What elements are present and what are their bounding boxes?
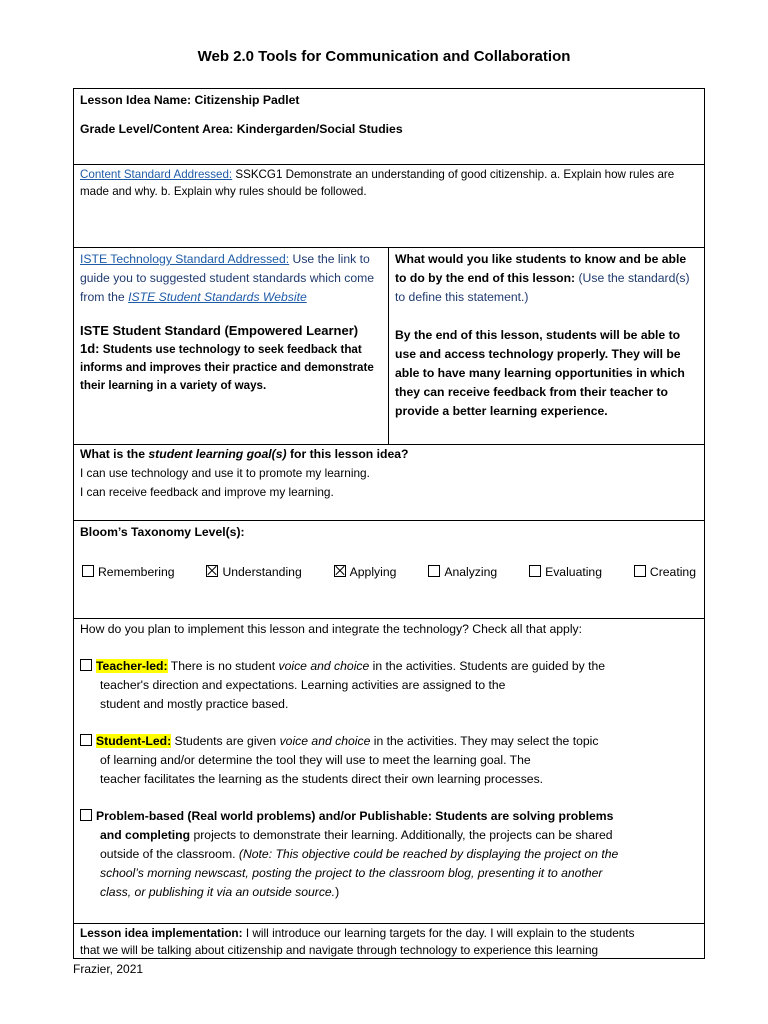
goal-question <box>74 445 704 464</box>
bloom-evaluating[interactable] <box>529 563 602 582</box>
content-standard-row <box>74 165 704 248</box>
bloom-option-label: Creating <box>649 565 696 579</box>
pb-text-2: projects to demonstrate their learning. Additionally, the projects can be shared <box>193 828 613 842</box>
pb-line-3a: outside of the classroom. <box>100 847 236 861</box>
know-question-block <box>395 248 698 307</box>
implement-question: How do you plan to implement this lesson and integrate the technology? Check all that apply: <box>80 622 583 636</box>
goal-row <box>74 445 704 521</box>
bloom-creating[interactable] <box>634 563 696 582</box>
teacher-text-1: There is no student <box>170 659 276 673</box>
iste-standard-body <box>80 340 382 395</box>
bloom-label: Bloom’s Taxonomy Level(s): <box>80 525 245 539</box>
iste-standard-title: ISTE Student Standard (Empowered Learner) <box>80 323 359 338</box>
lesson-name-value: Citizenship Padlet <box>194 93 300 107</box>
bloom-remembering[interactable] <box>82 563 175 582</box>
checkbox-icon[interactable] <box>80 659 92 671</box>
problem-based-label: Problem-based (Real world problems) and/or Publishable: Students are solving problems <box>96 809 614 823</box>
pb-bold-2: and completing <box>100 828 191 842</box>
grade-label: Grade Level/Content Area: <box>80 122 234 136</box>
lesson-info-row <box>74 89 704 165</box>
teacher-italic: voice and choice <box>278 659 370 673</box>
student-text-2: in the activities. They may select the topic <box>373 734 599 748</box>
content-standard-text: SSKCG1 Demonstrate an understanding of good citizenship. a. Explain how rules are made and why. b. Explain why rules should be followed. <box>80 168 675 198</box>
iste-standard-text: Students use technology to seek feedback that informs and improves their practice and demonstrate their learning in a variety of ways. <box>80 343 374 392</box>
bloom-option-label: Understanding <box>222 565 302 579</box>
student-line-3: teacher facilitates the learning as the students direct their own learning processes. <box>100 772 544 786</box>
bloom-analyzing[interactable] <box>428 563 497 582</box>
teacher-text-2: in the activities. Students are guided by the <box>372 659 606 673</box>
footer-credit: Frazier, 2021 <box>73 962 144 976</box>
goal-q-italic: student learning goal(s) <box>148 447 287 461</box>
student-led-option <box>74 732 704 789</box>
checkbox-icon[interactable] <box>80 809 92 821</box>
bloom-option-label: Applying <box>349 565 397 579</box>
bloom-option-label: Remembering <box>98 565 175 579</box>
know-answer: By the end of this lesson, students will be able to use and access technology properly. They will be able to have many learning opportunities in which they can receive feedback from their teacher to provide a better learning experience. <box>395 328 685 418</box>
lesson-name-line <box>74 89 704 110</box>
checkbox-icon[interactable] <box>80 734 92 746</box>
pb-line-5: class, or publishing it via an outside source. <box>100 885 336 899</box>
lesson-plan-table <box>73 88 705 959</box>
bloom-option-label: Analyzing <box>444 565 498 579</box>
student-text-1: Students are given <box>174 734 277 748</box>
grade-line <box>74 118 704 139</box>
goal-line-2: I can receive feedback and improve my learning. <box>80 485 334 499</box>
page-title: Web 2.0 Tools for Communication and Collaboration <box>197 48 571 65</box>
checkbox-icon[interactable] <box>634 565 646 577</box>
iste-cell <box>74 248 389 444</box>
bloom-understanding[interactable] <box>206 563 301 582</box>
bloom-applying[interactable] <box>334 563 397 582</box>
iste-intro-text: Use the link to guide you to suggested student standards which come from the <box>80 252 375 304</box>
goal-q-before: What is the <box>80 447 146 461</box>
lesson-impl-text-1: I will introduce our learning targets for the day. I will explain to the students <box>245 926 635 940</box>
student-italic: voice and choice <box>279 734 371 748</box>
iste-standard-code: 1d: <box>80 341 100 356</box>
lesson-impl-label: Lesson idea implementation: <box>80 926 243 940</box>
pb-line-5-end: ) <box>335 885 340 899</box>
iste-standard-link[interactable]: ISTE Technology Standard Addressed: <box>80 252 290 266</box>
bloom-row <box>74 521 704 619</box>
know-cell <box>389 248 704 444</box>
teacher-led-option <box>74 657 704 714</box>
goal-q-after: for this lesson idea? <box>289 447 409 461</box>
student-line-2: of learning and/or determine the tool they will use to meet the learning goal. The <box>100 753 531 767</box>
iste-row <box>74 248 704 445</box>
checkbox-icon[interactable] <box>428 565 440 577</box>
pb-line-3i: (Note: This objective could be reached by displaying the project on the <box>238 847 619 861</box>
student-led-label: Student-Led: <box>96 734 172 748</box>
teacher-led-label: Teacher-led: <box>96 659 168 673</box>
know-question: What would you like students to know and be able to do by the end of this lesson: <box>395 252 687 285</box>
checkbox-icon[interactable] <box>529 565 541 577</box>
bloom-options <box>74 563 704 582</box>
iste-intro <box>80 248 382 307</box>
grade-value: Kindergarden/Social Studies <box>236 122 403 136</box>
checked-checkbox-icon[interactable] <box>334 565 346 577</box>
bloom-option-label: Evaluating <box>545 565 602 579</box>
goal-line-1: I can use technology and use it to promote my learning. <box>80 466 370 480</box>
lesson-impl-line-2: that we will be talking about citizenship and navigate through technology to experience this learning <box>80 943 599 957</box>
checked-checkbox-icon[interactable] <box>206 565 218 577</box>
lesson-impl-line-1 <box>74 924 704 942</box>
implementation-row <box>74 619 704 924</box>
lesson-implementation-row <box>74 924 704 958</box>
teacher-line-2: teacher's direction and expectations. Learning activities are assigned to the <box>100 678 506 692</box>
iste-website-link[interactable]: ISTE Student Standards Website <box>128 290 307 304</box>
lesson-name-label: Lesson Idea Name: <box>80 93 192 107</box>
checkbox-icon[interactable] <box>82 565 94 577</box>
problem-based-option <box>74 807 704 902</box>
pb-line-4: school’s morning newscast, posting the project to the classroom blog, presenting it to another <box>100 866 603 880</box>
teacher-line-3: student and mostly practice based. <box>100 697 289 711</box>
content-standard-link[interactable]: Content Standard Addressed: <box>80 168 233 181</box>
know-hint: (Use the standard(s) to define this statement.) <box>395 271 690 304</box>
